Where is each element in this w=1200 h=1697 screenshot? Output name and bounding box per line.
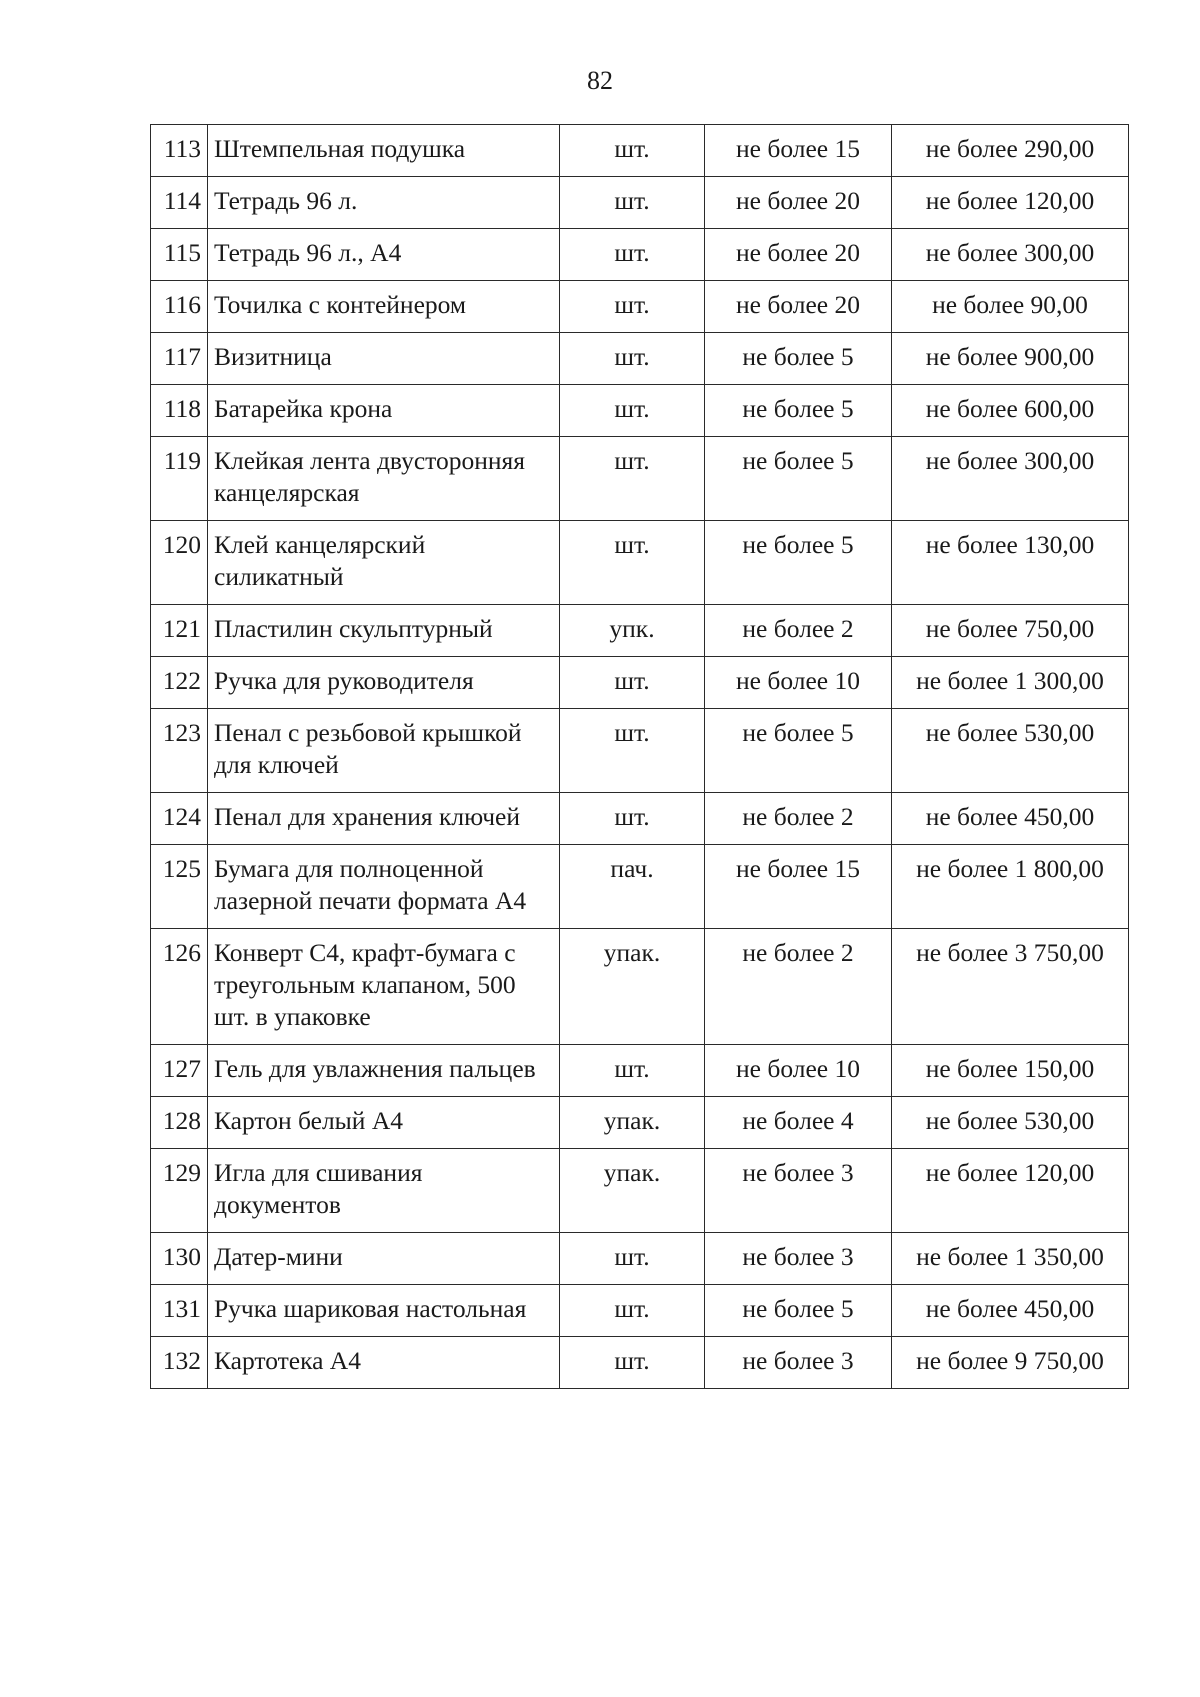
item-quantity: не более 3 xyxy=(705,1149,892,1233)
table-row xyxy=(151,929,1129,1045)
item-name: Датер-мини xyxy=(208,1233,560,1285)
item-quantity: не более 10 xyxy=(705,1045,892,1097)
item-quantity: не более 5 xyxy=(705,333,892,385)
row-number: 119 xyxy=(151,437,208,521)
table-row xyxy=(151,229,1129,281)
item-unit: шт. xyxy=(560,281,705,333)
item-unit: шт. xyxy=(560,1337,705,1389)
item-name: Пластилин скульптурный xyxy=(208,605,560,657)
item-name: Игла для сшивания документов xyxy=(208,1149,560,1233)
item-quantity: не более 15 xyxy=(705,125,892,177)
item-price: не более 120,00 xyxy=(892,177,1129,229)
item-name: Батарейка крона xyxy=(208,385,560,437)
item-price: не более 900,00 xyxy=(892,333,1129,385)
item-name: Точилка с контейнером xyxy=(208,281,560,333)
row-number: 129 xyxy=(151,1149,208,1233)
item-quantity: не более 2 xyxy=(705,605,892,657)
item-quantity: не более 20 xyxy=(705,177,892,229)
table-row xyxy=(151,845,1129,929)
item-price: не более 150,00 xyxy=(892,1045,1129,1097)
item-price: не более 450,00 xyxy=(892,793,1129,845)
item-price: не более 130,00 xyxy=(892,521,1129,605)
table-row xyxy=(151,177,1129,229)
item-name: Визитница xyxy=(208,333,560,385)
row-number: 127 xyxy=(151,1045,208,1097)
item-unit: шт. xyxy=(560,793,705,845)
item-quantity: не более 3 xyxy=(705,1233,892,1285)
row-number: 124 xyxy=(151,793,208,845)
item-unit: шт. xyxy=(560,709,705,793)
item-name: Ручка для руководителя xyxy=(208,657,560,709)
row-number: 123 xyxy=(151,709,208,793)
row-number: 118 xyxy=(151,385,208,437)
item-unit: шт. xyxy=(560,385,705,437)
item-quantity: не более 15 xyxy=(705,845,892,929)
item-quantity: не более 10 xyxy=(705,657,892,709)
item-price: не более 300,00 xyxy=(892,229,1129,281)
item-name: Штемпельная подушка xyxy=(208,125,560,177)
item-price: не более 9 750,00 xyxy=(892,1337,1129,1389)
row-number: 128 xyxy=(151,1097,208,1149)
item-price: не более 3 750,00 xyxy=(892,929,1129,1045)
item-name: Гель для увлажнения пальцев xyxy=(208,1045,560,1097)
table-row xyxy=(151,1337,1129,1389)
item-quantity: не более 5 xyxy=(705,385,892,437)
items-table xyxy=(150,124,1129,1389)
item-price: не более 600,00 xyxy=(892,385,1129,437)
item-unit: шт. xyxy=(560,1285,705,1337)
item-quantity: не более 5 xyxy=(705,521,892,605)
table-row xyxy=(151,657,1129,709)
table-row xyxy=(151,385,1129,437)
item-unit: шт. xyxy=(560,437,705,521)
item-name: Клейкая лента двусторонняя канцелярская xyxy=(208,437,560,521)
table-row xyxy=(151,1045,1129,1097)
items-table-body xyxy=(151,125,1129,1389)
item-name: Тетрадь 96 л., А4 xyxy=(208,229,560,281)
table-row xyxy=(151,1285,1129,1337)
item-unit: шт. xyxy=(560,1045,705,1097)
row-number: 125 xyxy=(151,845,208,929)
table-row xyxy=(151,521,1129,605)
item-unit: шт. xyxy=(560,229,705,281)
row-number: 113 xyxy=(151,125,208,177)
row-number: 116 xyxy=(151,281,208,333)
table-row xyxy=(151,437,1129,521)
table-row xyxy=(151,709,1129,793)
item-unit: шт. xyxy=(560,521,705,605)
table-row xyxy=(151,1149,1129,1233)
row-number: 131 xyxy=(151,1285,208,1337)
item-quantity: не более 4 xyxy=(705,1097,892,1149)
item-unit: шт. xyxy=(560,1233,705,1285)
item-name: Картотека А4 xyxy=(208,1337,560,1389)
item-price: не более 530,00 xyxy=(892,1097,1129,1149)
page-number: 82 xyxy=(587,66,613,95)
item-quantity: не более 2 xyxy=(705,793,892,845)
item-name: Пенал с резьбовой крышкой для ключей xyxy=(208,709,560,793)
table-row xyxy=(151,605,1129,657)
item-name: Картон белый А4 xyxy=(208,1097,560,1149)
item-name: Пенал для хранения ключей xyxy=(208,793,560,845)
item-name: Конверт С4, крафт-бумага с треугольным клапаном, 500 шт. в упаковке xyxy=(208,929,560,1045)
item-name: Бумага для полноценной лазерной печати формата А4 xyxy=(208,845,560,929)
item-price: не более 1 350,00 xyxy=(892,1233,1129,1285)
row-number: 117 xyxy=(151,333,208,385)
item-quantity: не более 5 xyxy=(705,437,892,521)
item-unit: шт. xyxy=(560,657,705,709)
item-unit: шт. xyxy=(560,177,705,229)
table-row xyxy=(151,125,1129,177)
row-number: 120 xyxy=(151,521,208,605)
item-quantity: не более 20 xyxy=(705,229,892,281)
item-quantity: не более 5 xyxy=(705,1285,892,1337)
item-unit: упак. xyxy=(560,929,705,1045)
row-number: 132 xyxy=(151,1337,208,1389)
item-quantity: не более 3 xyxy=(705,1337,892,1389)
item-quantity: не более 20 xyxy=(705,281,892,333)
row-number: 122 xyxy=(151,657,208,709)
item-name: Клей канцелярский силикатный xyxy=(208,521,560,605)
item-price: не более 750,00 xyxy=(892,605,1129,657)
item-unit: упак. xyxy=(560,1097,705,1149)
item-price: не более 1 300,00 xyxy=(892,657,1129,709)
table-row xyxy=(151,1233,1129,1285)
item-price: не более 120,00 xyxy=(892,1149,1129,1233)
item-price: не более 1 800,00 xyxy=(892,845,1129,929)
item-name: Ручка шариковая настольная xyxy=(208,1285,560,1337)
row-number: 121 xyxy=(151,605,208,657)
item-unit: пач. xyxy=(560,845,705,929)
item-unit: упак. xyxy=(560,1149,705,1233)
table-row xyxy=(151,793,1129,845)
table-row xyxy=(151,1097,1129,1149)
row-number: 115 xyxy=(151,229,208,281)
item-quantity: не более 2 xyxy=(705,929,892,1045)
item-unit: шт. xyxy=(560,333,705,385)
item-price: не более 290,00 xyxy=(892,125,1129,177)
table-row xyxy=(151,281,1129,333)
table-row xyxy=(151,333,1129,385)
item-unit: шт. xyxy=(560,125,705,177)
item-unit: упк. xyxy=(560,605,705,657)
item-name: Тетрадь 96 л. xyxy=(208,177,560,229)
item-price: не более 300,00 xyxy=(892,437,1129,521)
row-number: 130 xyxy=(151,1233,208,1285)
item-price: не более 530,00 xyxy=(892,709,1129,793)
row-number: 126 xyxy=(151,929,208,1045)
item-price: не более 450,00 xyxy=(892,1285,1129,1337)
row-number: 114 xyxy=(151,177,208,229)
item-price: не более 90,00 xyxy=(892,281,1129,333)
item-quantity: не более 5 xyxy=(705,709,892,793)
